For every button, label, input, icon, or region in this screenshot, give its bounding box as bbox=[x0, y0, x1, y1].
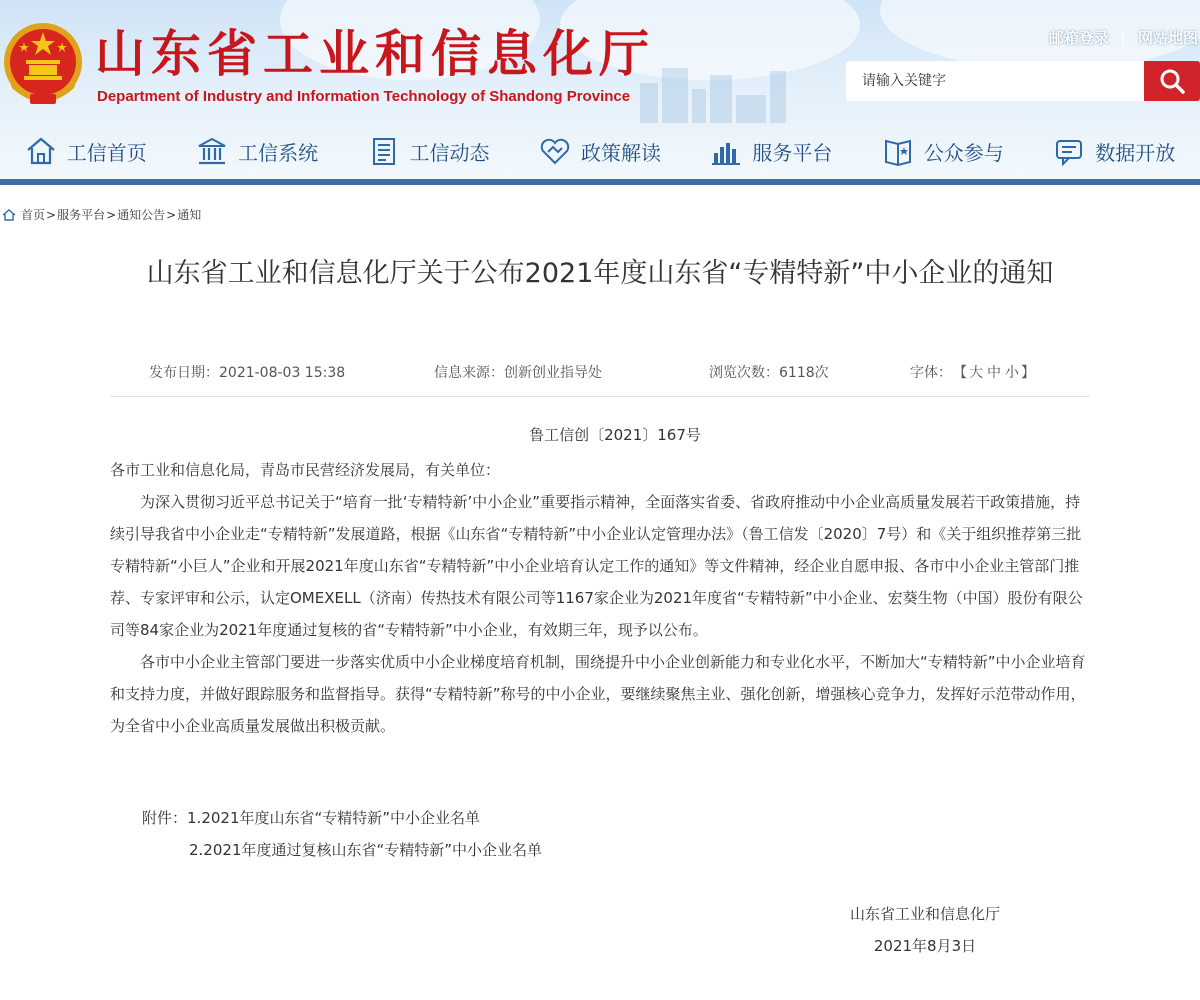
search-input[interactable]: 请输入关键字 bbox=[846, 61, 1144, 101]
font-size-label: 字体： bbox=[910, 365, 952, 381]
document-icon bbox=[368, 135, 400, 167]
national-emblem-icon bbox=[2, 18, 84, 110]
search-button[interactable] bbox=[1144, 61, 1200, 101]
font-size-controls bbox=[910, 362, 1035, 382]
breadcrumb-current[interactable]: 通知 bbox=[177, 208, 202, 222]
view-count bbox=[709, 362, 829, 382]
font-small-button[interactable]: 小 bbox=[1005, 365, 1019, 381]
breadcrumb-separator: > bbox=[106, 207, 117, 222]
publish-date bbox=[149, 362, 345, 382]
site-map-link[interactable]: 网站地图 bbox=[1137, 29, 1198, 47]
skyline-decoration bbox=[736, 95, 766, 123]
font-size-bracket-open: 【 bbox=[960, 365, 967, 381]
nav-divider bbox=[0, 179, 1200, 185]
body-paragraph: 为深入贯彻习近平总书记关于“培育一批‘专精特新’中小企业”重要指示精神，全面落实省委、省政府推动中小企业高质量发展若干政策措施，持续引导我省中小企业走“专精特新”发展道路，根据《山东省“专精特新”中小企业认定管理办法》（鲁工信发〔2020〕7号）和《关于组织推荐第三批专精特新“小巨人”企业和开展2021年度山东省“专精特新”中小企业培育认定工作的通知》等文件精神，经企业自愿申报、各市中小企业主管部门推荐、专家评审和公示，认定OMEXELL（济南）传热技术有限公司等1167家企业为2021年度省“专精特新”中小企业、宏葵生物（中国）股份有限公司等84家企业为2021年度通过复核的省“专精特新”中小企业，有效期三年，现予以公布。 bbox=[110, 493, 1083, 639]
meta-divider bbox=[110, 396, 1090, 397]
breadcrumb-separator: > bbox=[166, 207, 177, 222]
nav-item-label: 数据开放 bbox=[1095, 140, 1176, 165]
nav-item-participation[interactable] bbox=[857, 123, 1028, 179]
attachment-link[interactable]: 1.2021年度山东省“专精特新”中小企业名单 bbox=[187, 809, 481, 827]
article-title: 山东省工业和信息化厅关于公布2021年度山东省“专精特新”中小企业的通知 bbox=[146, 258, 1054, 289]
info-source-label: 信息来源： bbox=[434, 365, 504, 381]
info-source bbox=[434, 362, 602, 382]
breadcrumb-separator: > bbox=[46, 207, 57, 222]
skyline-decoration bbox=[770, 71, 786, 123]
attachments-label: 附件： bbox=[142, 809, 188, 827]
site-title-english: Department of Industry and Information Technology of Shandong Province bbox=[97, 88, 631, 105]
institution-icon bbox=[196, 135, 228, 167]
attachments bbox=[142, 802, 542, 866]
star-book-icon bbox=[882, 135, 914, 167]
document-number: 鲁工信创〔2021〕167号 bbox=[529, 426, 701, 444]
site-title: 山东省工业和信息化厅 bbox=[95, 24, 655, 83]
font-medium-button[interactable]: 中 bbox=[987, 365, 1001, 381]
breadcrumb bbox=[2, 206, 201, 223]
nav-item-news[interactable] bbox=[343, 123, 514, 179]
skyline-decoration bbox=[710, 75, 732, 123]
skyline-decoration bbox=[692, 89, 706, 123]
signature bbox=[845, 898, 1005, 962]
signature-date: 2021年8月3日 bbox=[873, 937, 977, 955]
chat-icon bbox=[1053, 135, 1085, 167]
breadcrumb-home[interactable]: 首页 bbox=[21, 208, 46, 222]
home-icon bbox=[25, 135, 57, 167]
home-icon bbox=[2, 208, 16, 222]
signature-org: 山东省工业和信息化厅 bbox=[849, 905, 1000, 923]
nav-item-label: 工信动态 bbox=[409, 140, 490, 165]
nav-item-label: 政策解读 bbox=[580, 140, 661, 165]
nav-item-service[interactable] bbox=[686, 123, 857, 179]
nav-item-label: 公众参与 bbox=[923, 140, 1004, 165]
view-count-value: 6118次 bbox=[779, 365, 829, 381]
mail-login-link[interactable]: 邮箱登录 bbox=[1048, 29, 1109, 47]
nav-item-data[interactable] bbox=[1029, 123, 1200, 179]
nav-item-label: 工信首页 bbox=[66, 140, 147, 165]
breadcrumb-notices[interactable]: 通知公告 bbox=[117, 208, 166, 222]
publish-date-value: 2021-08-03 15:38 bbox=[219, 365, 346, 381]
info-source-value: 创新创业指导处 bbox=[504, 365, 602, 381]
breadcrumb-service[interactable]: 服务平台 bbox=[57, 208, 106, 222]
skyline-decoration bbox=[640, 83, 658, 123]
chart-bars-icon bbox=[710, 135, 742, 167]
top-links bbox=[1049, 27, 1198, 48]
nav-item-home[interactable] bbox=[0, 123, 171, 179]
site-header bbox=[0, 0, 1200, 185]
font-large-button[interactable]: 大 bbox=[969, 365, 983, 381]
nav-item-policy[interactable] bbox=[514, 123, 685, 179]
article-body bbox=[110, 454, 1092, 742]
salutation: 各市工业和信息化局，青岛市民营经济发展局，有关单位： bbox=[110, 461, 501, 479]
publish-date-label: 发布日期： bbox=[149, 365, 219, 381]
nav-item-system[interactable] bbox=[171, 123, 342, 179]
attachment-link[interactable]: 2.2021年度通过复核山东省“专精特新”中小企业名单 bbox=[189, 841, 543, 859]
skyline-decoration bbox=[662, 68, 688, 123]
body-paragraph: 各市中小企业主管部门要进一步落实优质中小企业梯度培育机制，围绕提升中小企业创新能力和专业化水平，不断加大“专精特新”中小企业培育和支持力度，并做好跟踪服务和监督指导。获得“专精特新”称号的中小企业，要继续聚焦主业、强化创新，增强核心竞争力，发挥好示范带动作用，为全省中小企业高质量发展做出积极贡献。 bbox=[110, 653, 1086, 735]
view-count-label: 浏览次数： bbox=[709, 365, 779, 381]
font-size-bracket-close: 】 bbox=[1021, 365, 1035, 381]
handshake-icon bbox=[539, 135, 571, 167]
nav-item-label: 服务平台 bbox=[752, 140, 833, 165]
top-links-separator: | bbox=[1120, 29, 1126, 47]
nav-item-label: 工信系统 bbox=[238, 140, 319, 165]
search-icon bbox=[1159, 68, 1185, 94]
main-nav bbox=[0, 123, 1200, 179]
